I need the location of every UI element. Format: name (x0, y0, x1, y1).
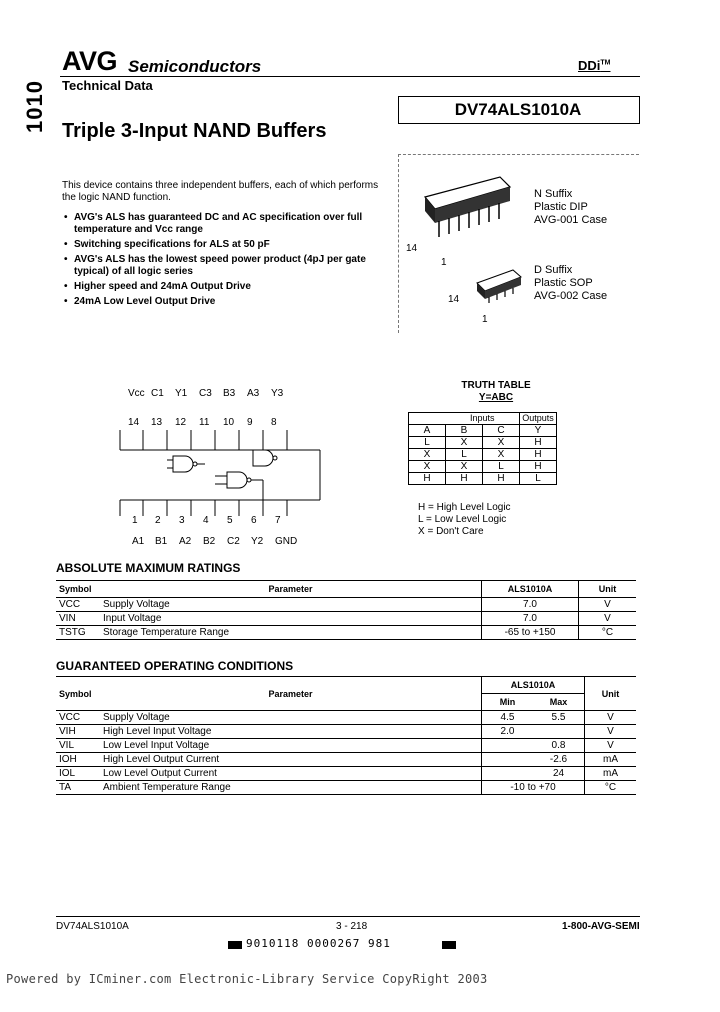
pin-number-top: 11 (199, 417, 210, 428)
operating-title: GUARANTEED OPERATING CONDITIONS (56, 659, 294, 673)
operating-unit: mA (585, 753, 637, 767)
abs-max-unit: V (579, 598, 637, 612)
ddi-trademark: TM (600, 59, 611, 67)
powered-by-notice: Powered by ICminer.com Electronic-Library Service CopyRight 2003 (6, 972, 488, 986)
truth-table-col-header: A (409, 425, 446, 437)
pin-label-bottom: A1 (132, 536, 145, 547)
operating-parameter: Supply Voltage (100, 711, 482, 725)
dip-pin-1: 1 (441, 257, 447, 268)
abs-max-row (56, 612, 636, 626)
abs-max-value: 7.0 (482, 598, 579, 612)
barcode-block-right (442, 941, 456, 949)
truth-table-hdr-blank (409, 413, 446, 425)
truth-table-row (409, 473, 557, 485)
truth-table-row (409, 437, 557, 449)
op-hdr-max: Max (533, 694, 585, 711)
pin-number-bottom: 3 (179, 515, 185, 526)
pin-number-bottom: 5 (227, 515, 233, 526)
op-header-row-1 (56, 677, 636, 694)
operating-unit: mA (585, 767, 637, 781)
abs-max-header-row (56, 581, 636, 598)
pin-label-bottom: GND (275, 536, 298, 547)
abs-max-unit: V (579, 612, 637, 626)
op-hdr-unit: Unit (585, 677, 637, 711)
truth-table-title (440, 380, 552, 404)
feature-item: • AVG's ALS has guaranteed DC and AC specification over full temperature and Vcc range (62, 212, 397, 236)
truth-table-outputs-header: Outputs (520, 413, 557, 425)
truth-table-col-header: Y (520, 425, 557, 437)
sop-package-icon (477, 270, 521, 303)
sop-pin-14: 14 (448, 294, 460, 305)
op-hdr-symbol: Symbol (56, 677, 100, 711)
truth-table-cell: H (520, 449, 557, 461)
truth-table-cell: X (483, 449, 520, 461)
footer-divider (56, 916, 640, 917)
operating-row (56, 767, 636, 781)
truth-table-cell: H (483, 473, 520, 485)
operating-symbol: IOL (56, 767, 100, 781)
operating-unit: °C (585, 781, 637, 795)
side-section-number: 1010 (22, 80, 47, 133)
abs-max-value: 7.0 (482, 612, 579, 626)
operating-min: 4.5 (482, 711, 534, 725)
abs-max-symbol: VCC (56, 598, 100, 612)
pin-number-top: 9 (247, 417, 253, 428)
sop-package-label (534, 264, 607, 303)
abs-max-unit: °C (579, 626, 637, 640)
pin-label-bottom: A2 (179, 536, 192, 547)
pin-label-top: C3 (199, 388, 212, 399)
header-divider (60, 76, 640, 77)
abs-max-parameter: Supply Voltage (100, 598, 482, 612)
pin-number-bottom: 1 (132, 515, 138, 526)
barcode-text: 9010118 0000267 981 (246, 937, 391, 950)
op-hdr-parameter: Parameter (100, 677, 482, 711)
truth-table-cell: X (446, 461, 483, 473)
truth-table-cell: L (446, 449, 483, 461)
operating-min (482, 767, 534, 781)
truth-table-inputs-header: Inputs (446, 413, 520, 425)
sop-case: AVG-002 Case (534, 290, 608, 302)
operating-row (56, 711, 636, 725)
abs-hdr-unit: Unit (579, 581, 637, 598)
pinout-diagram (115, 420, 325, 522)
ddi-logo (578, 58, 611, 73)
pin-label-top: Y3 (271, 388, 284, 399)
pin-label-top: Vcc (128, 388, 145, 399)
pin-number-bottom: 2 (155, 515, 161, 526)
abs-max-row (56, 598, 636, 612)
brand-subtitle: Semiconductors (128, 57, 262, 76)
barcode-block-left (228, 941, 242, 949)
dip-pin-14: 14 (406, 243, 418, 254)
pin-number-top: 12 (175, 417, 187, 428)
operating-max: 0.8 (533, 739, 585, 753)
brand-logo: AVG (62, 46, 118, 76)
operating-row (56, 753, 636, 767)
abs-max-symbol: VIN (56, 612, 100, 626)
abs-max-row (56, 626, 636, 640)
operating-min (482, 739, 534, 753)
truth-table-cell: H (409, 473, 446, 485)
pin-label-bottom: B2 (203, 536, 216, 547)
operating-symbol: VCC (56, 711, 100, 725)
dip-suffix: N Suffix (534, 188, 573, 200)
pin-number-top: 14 (128, 417, 140, 428)
truth-table-column-row (409, 425, 557, 437)
operating-max: -2.6 (533, 753, 585, 767)
operating-parameter: Low Level Output Current (100, 767, 482, 781)
feature-item: • Higher speed and 24mA Output Drive (62, 281, 397, 293)
truth-table-legend-item: X = Don't Care (418, 526, 484, 537)
operating-row (56, 781, 636, 795)
feature-item: • 24mA Low Level Output Drive (62, 296, 397, 308)
ddi-logo-text: DDi (578, 58, 601, 73)
truth-table-legend-item: H = High Level Logic (418, 502, 511, 513)
abs-max-parameter: Input Voltage (100, 612, 482, 626)
operating-symbol: VIL (56, 739, 100, 753)
pin-label-bottom: Y2 (251, 536, 264, 547)
truth-table-col-header: C (483, 425, 520, 437)
part-number: DV74ALS1010A (454, 100, 582, 119)
footer-phone: 1-800-AVG-SEMI (562, 921, 640, 932)
abs-max-symbol: TSTG (56, 626, 100, 640)
pin-label-top: B3 (223, 388, 236, 399)
truth-table-cell: X (446, 437, 483, 449)
sop-type: Plastic SOP (534, 277, 593, 289)
op-hdr-min: Min (482, 694, 534, 711)
operating-max: 5.5 (533, 711, 585, 725)
package-drawings (405, 165, 535, 325)
abs-hdr-value: ALS1010A (482, 581, 579, 598)
operating-unit: V (585, 725, 637, 739)
op-hdr-group: ALS1010A (482, 677, 585, 694)
dip-case: AVG-001 Case (534, 214, 608, 226)
operating-table (56, 676, 636, 795)
footer-part-number: DV74ALS1010A (56, 921, 129, 932)
pin-number-bottom: 4 (203, 515, 209, 526)
dip-type: Plastic DIP (534, 201, 588, 213)
truth-table-cell: L (483, 461, 520, 473)
abs-max-parameter: Storage Temperature Range (100, 626, 482, 640)
truth-table-cell: L (409, 437, 446, 449)
pin-label-top: C1 (151, 388, 164, 399)
truth-table-cell: X (409, 461, 446, 473)
sop-pin-1: 1 (482, 314, 488, 325)
truth-table-cell: L (520, 473, 557, 485)
operating-row (56, 739, 636, 753)
feature-item: • AVG's ALS has the lowest speed power product (4pJ per gate typical) of all logic series (62, 254, 397, 278)
operating-symbol: VIH (56, 725, 100, 739)
pin-number-top: 10 (223, 417, 235, 428)
sop-suffix: D Suffix (534, 264, 573, 276)
pin-label-bottom: B1 (155, 536, 168, 547)
page-title: Triple 3-Input NAND Buffers (62, 120, 327, 142)
dip-package-label (534, 188, 607, 227)
truth-table-cell: X (483, 437, 520, 449)
abs-hdr-parameter: Parameter (100, 581, 482, 598)
operating-min (482, 753, 534, 767)
truth-table-heading: TRUTH TABLE (461, 380, 531, 391)
operating-parameter: High Level Output Current (100, 753, 482, 767)
truth-table-cell: H (520, 437, 557, 449)
truth-table-group-row (409, 413, 557, 425)
pin-number-bottom: 6 (251, 515, 257, 526)
operating-symbol: IOH (56, 753, 100, 767)
operating-max (533, 725, 585, 739)
pin-label-top: Y1 (175, 388, 188, 399)
truth-table-row (409, 461, 557, 473)
operating-parameter: High Level Input Voltage (100, 725, 482, 739)
truth-table (408, 412, 557, 485)
pin-label-top: A3 (247, 388, 260, 399)
pin-number-top: 8 (271, 417, 277, 428)
truth-table-legend (418, 502, 511, 538)
pin-number-top: 13 (151, 417, 163, 428)
truth-table-cell: H (520, 461, 557, 473)
operating-max: 24 (533, 767, 585, 781)
abs-max-value: -65 to +150 (482, 626, 579, 640)
operating-span: -10 to +70 (482, 781, 585, 795)
abs-hdr-symbol: Symbol (56, 581, 100, 598)
footer-page-number: 3 - 218 (336, 921, 368, 932)
operating-row (56, 725, 636, 739)
operating-parameter: Low Level Input Voltage (100, 739, 482, 753)
feature-list (62, 212, 397, 311)
abs-max-table (56, 580, 636, 640)
operating-unit: V (585, 711, 637, 725)
operating-unit: V (585, 739, 637, 753)
dip-package-icon (425, 177, 510, 237)
device-description: This device contains three independent buffers, each of which performs the logic NAND function. (62, 180, 379, 203)
pin-label-bottom: C2 (227, 536, 240, 547)
feature-item: • Switching specifications for ALS at 50 pF (62, 239, 397, 251)
abs-max-title: ABSOLUTE MAXIMUM RATINGS (56, 561, 241, 575)
operating-symbol: TA (56, 781, 100, 795)
truth-table-equation: Y=ABC (478, 392, 514, 403)
operating-parameter: Ambient Temperature Range (100, 781, 482, 795)
pin-number-bottom: 7 (275, 515, 281, 526)
truth-table-row (409, 449, 557, 461)
operating-min: 2.0 (482, 725, 534, 739)
truth-table-legend-item: L = Low Level Logic (418, 514, 507, 525)
truth-table-col-header: B (446, 425, 483, 437)
truth-table-cell: H (446, 473, 483, 485)
truth-table-cell: X (409, 449, 446, 461)
technical-data-label: Technical Data (62, 78, 153, 93)
